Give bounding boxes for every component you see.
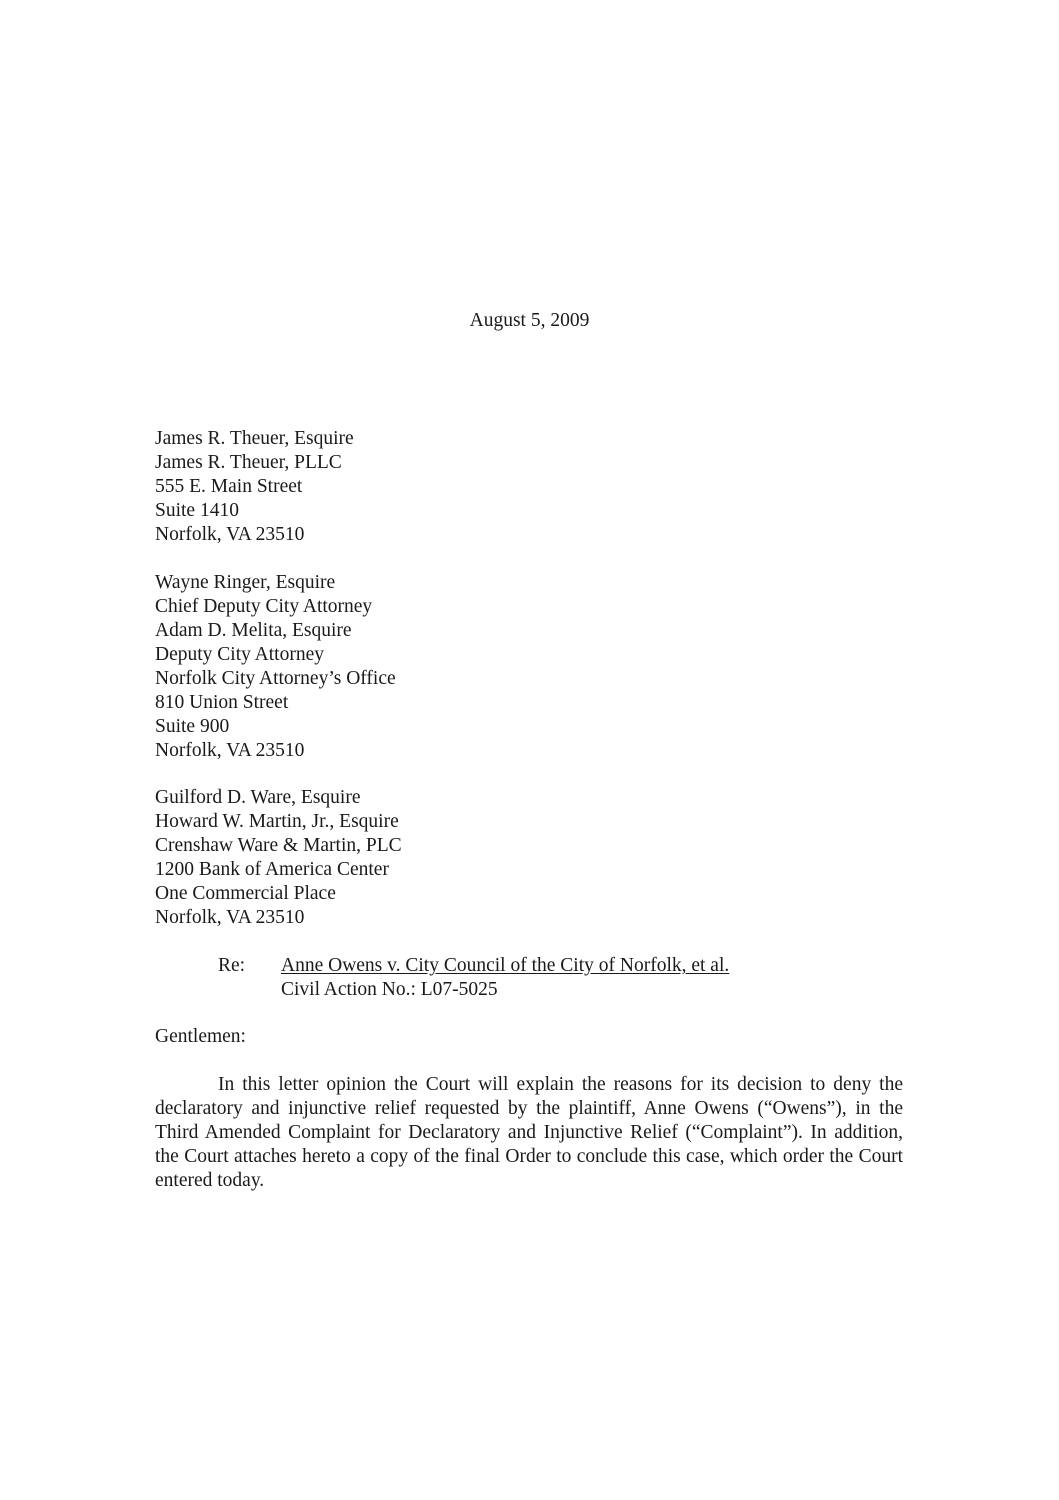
address-line: Suite 900 bbox=[155, 716, 230, 737]
address-line: 1200 Bank of America Center bbox=[155, 859, 389, 880]
salutation: Gentlemen: bbox=[155, 1026, 246, 1047]
address-line: Howard W. Martin, Jr., Esquire bbox=[155, 811, 399, 832]
address-line: 555 E. Main Street bbox=[155, 476, 303, 497]
address-line: Norfolk City Attorney’s Office bbox=[155, 668, 396, 689]
re-label: Re: bbox=[218, 955, 246, 976]
recipient-address-block bbox=[155, 427, 354, 547]
case-name: Anne Owens v. City Council of the City of Norfolk, et al. bbox=[281, 955, 730, 976]
address-line: Norfolk, VA 23510 bbox=[155, 524, 305, 545]
civil-action-number: Civil Action No.: L07-5025 bbox=[281, 979, 498, 1000]
address-line: Norfolk, VA 23510 bbox=[155, 907, 305, 928]
address-line: Deputy City Attorney bbox=[155, 644, 324, 665]
address-line: Crenshaw Ware & Martin, PLC bbox=[155, 835, 402, 856]
address-line: Wayne Ringer, Esquire bbox=[155, 572, 336, 593]
address-line: James R. Theuer, Esquire bbox=[155, 428, 354, 449]
address-line: Norfolk, VA 23510 bbox=[155, 740, 305, 761]
address-line: James R. Theuer, PLLC bbox=[155, 452, 342, 473]
address-line: Adam D. Melita, Esquire bbox=[155, 620, 352, 641]
address-line: Guilford D. Ware, Esquire bbox=[155, 787, 361, 808]
address-line: One Commercial Place bbox=[155, 883, 336, 904]
recipient-address-block bbox=[155, 571, 396, 763]
address-line: Suite 1410 bbox=[155, 500, 239, 521]
address-line: 810 Union Street bbox=[155, 692, 289, 713]
letter-date: August 5, 2009 bbox=[469, 310, 590, 331]
body-paragraph: In this letter opinion the Court will explain the reasons for its decision to deny the declaratory and injunctive relief requested by the plaintiff, Anne Owens (“Owens”), in the Third Amended Complaint for Declaratory and Injunctive Relief (“Complaint”). In addition, the Court attaches hereto a copy of the final Order to conclude this case, which order the Court entered today. bbox=[155, 1074, 903, 1191]
recipient-address-block bbox=[155, 786, 402, 930]
address-line: Chief Deputy City Attorney bbox=[155, 596, 373, 617]
